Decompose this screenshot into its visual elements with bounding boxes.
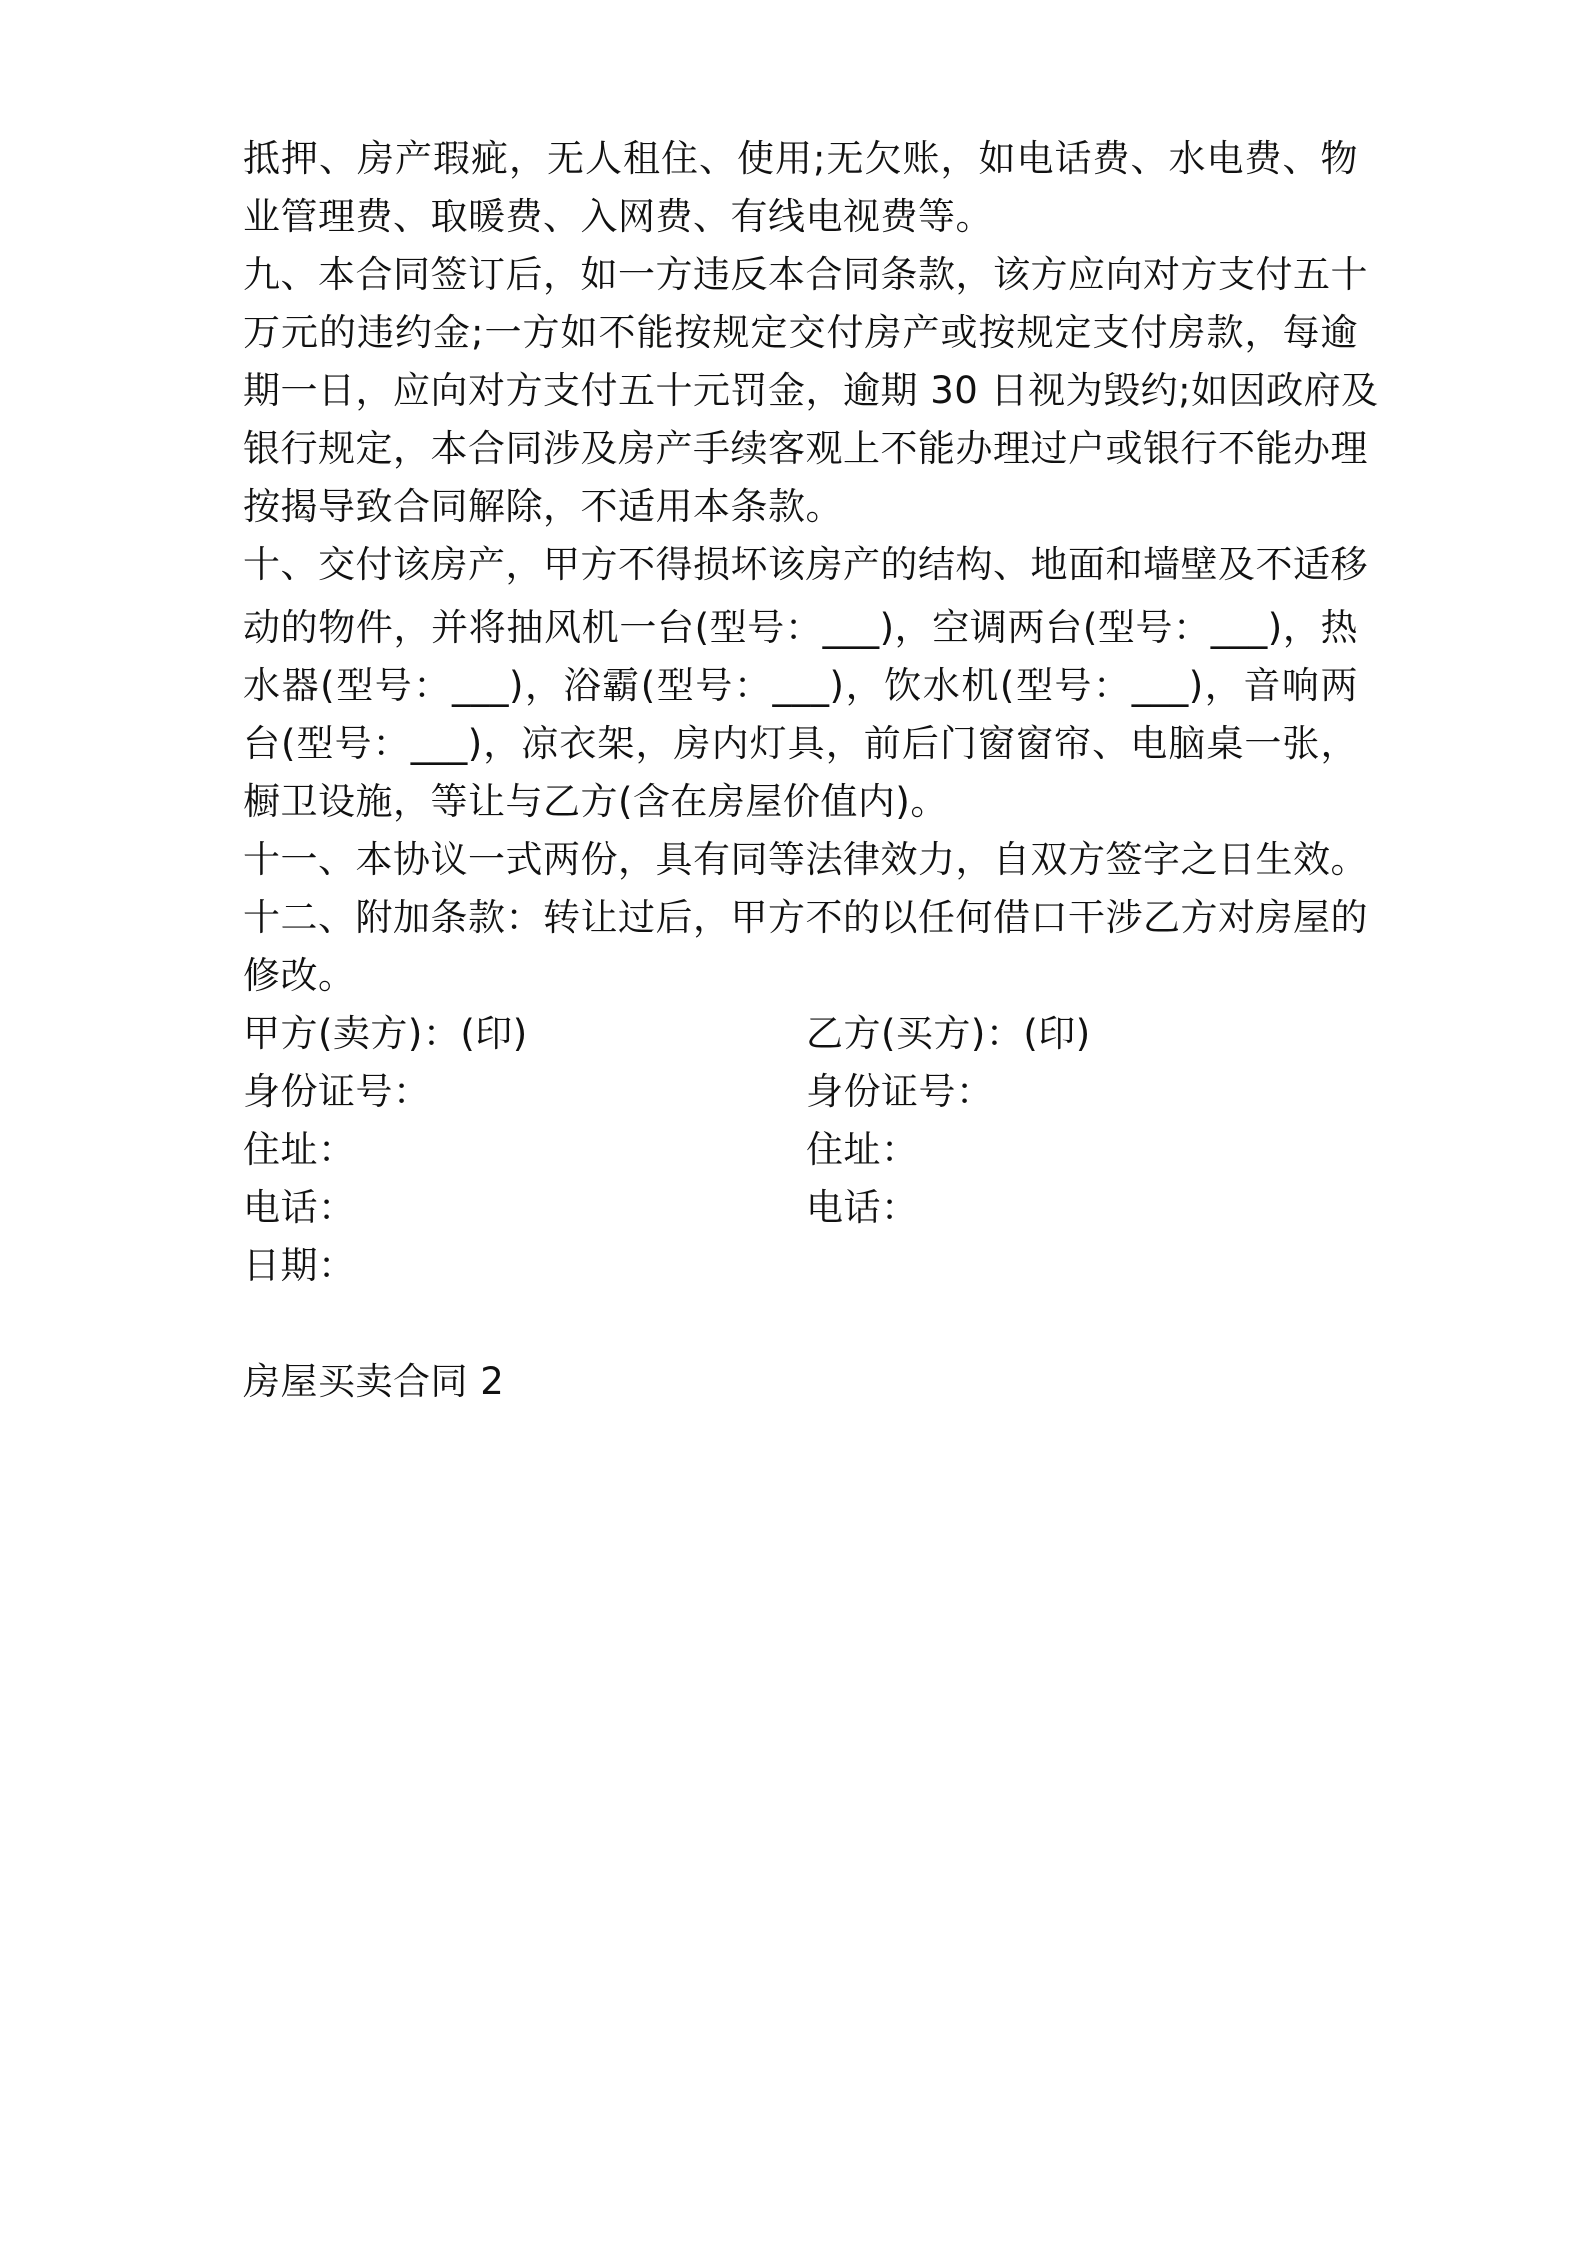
clause-9-line-2: 万元的违约金;一方如不能按规定交付房产或按规定支付房款，每逾 [243,311,1358,354]
clause-12-line-2: 修改。 [243,954,356,997]
party-b-phone-label: 电话： [806,1186,919,1229]
party-a-label: 甲方(卖方)：(印) [243,1012,528,1055]
clause-9-line-5: 按揭导致合同解除，不适用本条款。 [243,485,843,528]
clause-10-line-2: 动的物件，并将抽风机一台(型号：___)，空调两台(型号：___)，热 [243,606,1358,649]
party-b-id-label: 身份证号： [806,1070,994,1113]
next-contract-title: 房屋买卖合同 2 [243,1360,505,1403]
clause-10-line-5: 橱卫设施，等让与乙方(含在房屋价值内)。 [243,780,948,823]
clause-11-line-1: 十一、本协议一式两份，具有同等法律效力，自双方签字之日生效。 [243,838,1368,881]
clause-12-line-1: 十二、附加条款：转让过后，甲方不的以任何借口干涉乙方对房屋的 [243,896,1368,939]
contract-page [243,0,1379,2244]
clause-9-line-1: 九、本合同签订后，如一方违反本合同条款，该方应向对方支付五十 [243,253,1368,296]
clause-8-line-2: 业管理费、取暖费、入网费、有线电视费等。 [243,195,993,238]
clause-9-line-4: 银行规定，本合同涉及房产手续客观上不能办理过户或银行不能办理 [243,427,1368,470]
clause-8-line-1: 抵押、房产瑕疵，无人租住、使用;无欠账，如电话费、水电费、物 [243,137,1358,180]
clause-10-line-4: 台(型号：___)，凉衣架，房内灯具，前后门窗窗帘、电脑桌一张， [243,722,1358,765]
party-a-address-label: 住址： [243,1128,356,1171]
party-a-date-label: 日期： [243,1244,356,1287]
clause-10-line-1: 十、交付该房产，甲方不得损坏该房产的结构、地面和墙壁及不适移 [243,543,1368,586]
clause-10-line-3: 水器(型号：___)，浴霸(型号：___)，饮水机(型号：___)，音响两 [243,664,1358,707]
party-b-label: 乙方(买方)：(印) [806,1012,1091,1055]
party-a-phone-label: 电话： [243,1186,356,1229]
party-a-id-label: 身份证号： [243,1070,431,1113]
party-b-address-label: 住址： [806,1128,919,1171]
clause-9-line-3: 期一日，应向对方支付五十元罚金，逾期 30 日视为毁约;如因政府及 [243,369,1379,412]
